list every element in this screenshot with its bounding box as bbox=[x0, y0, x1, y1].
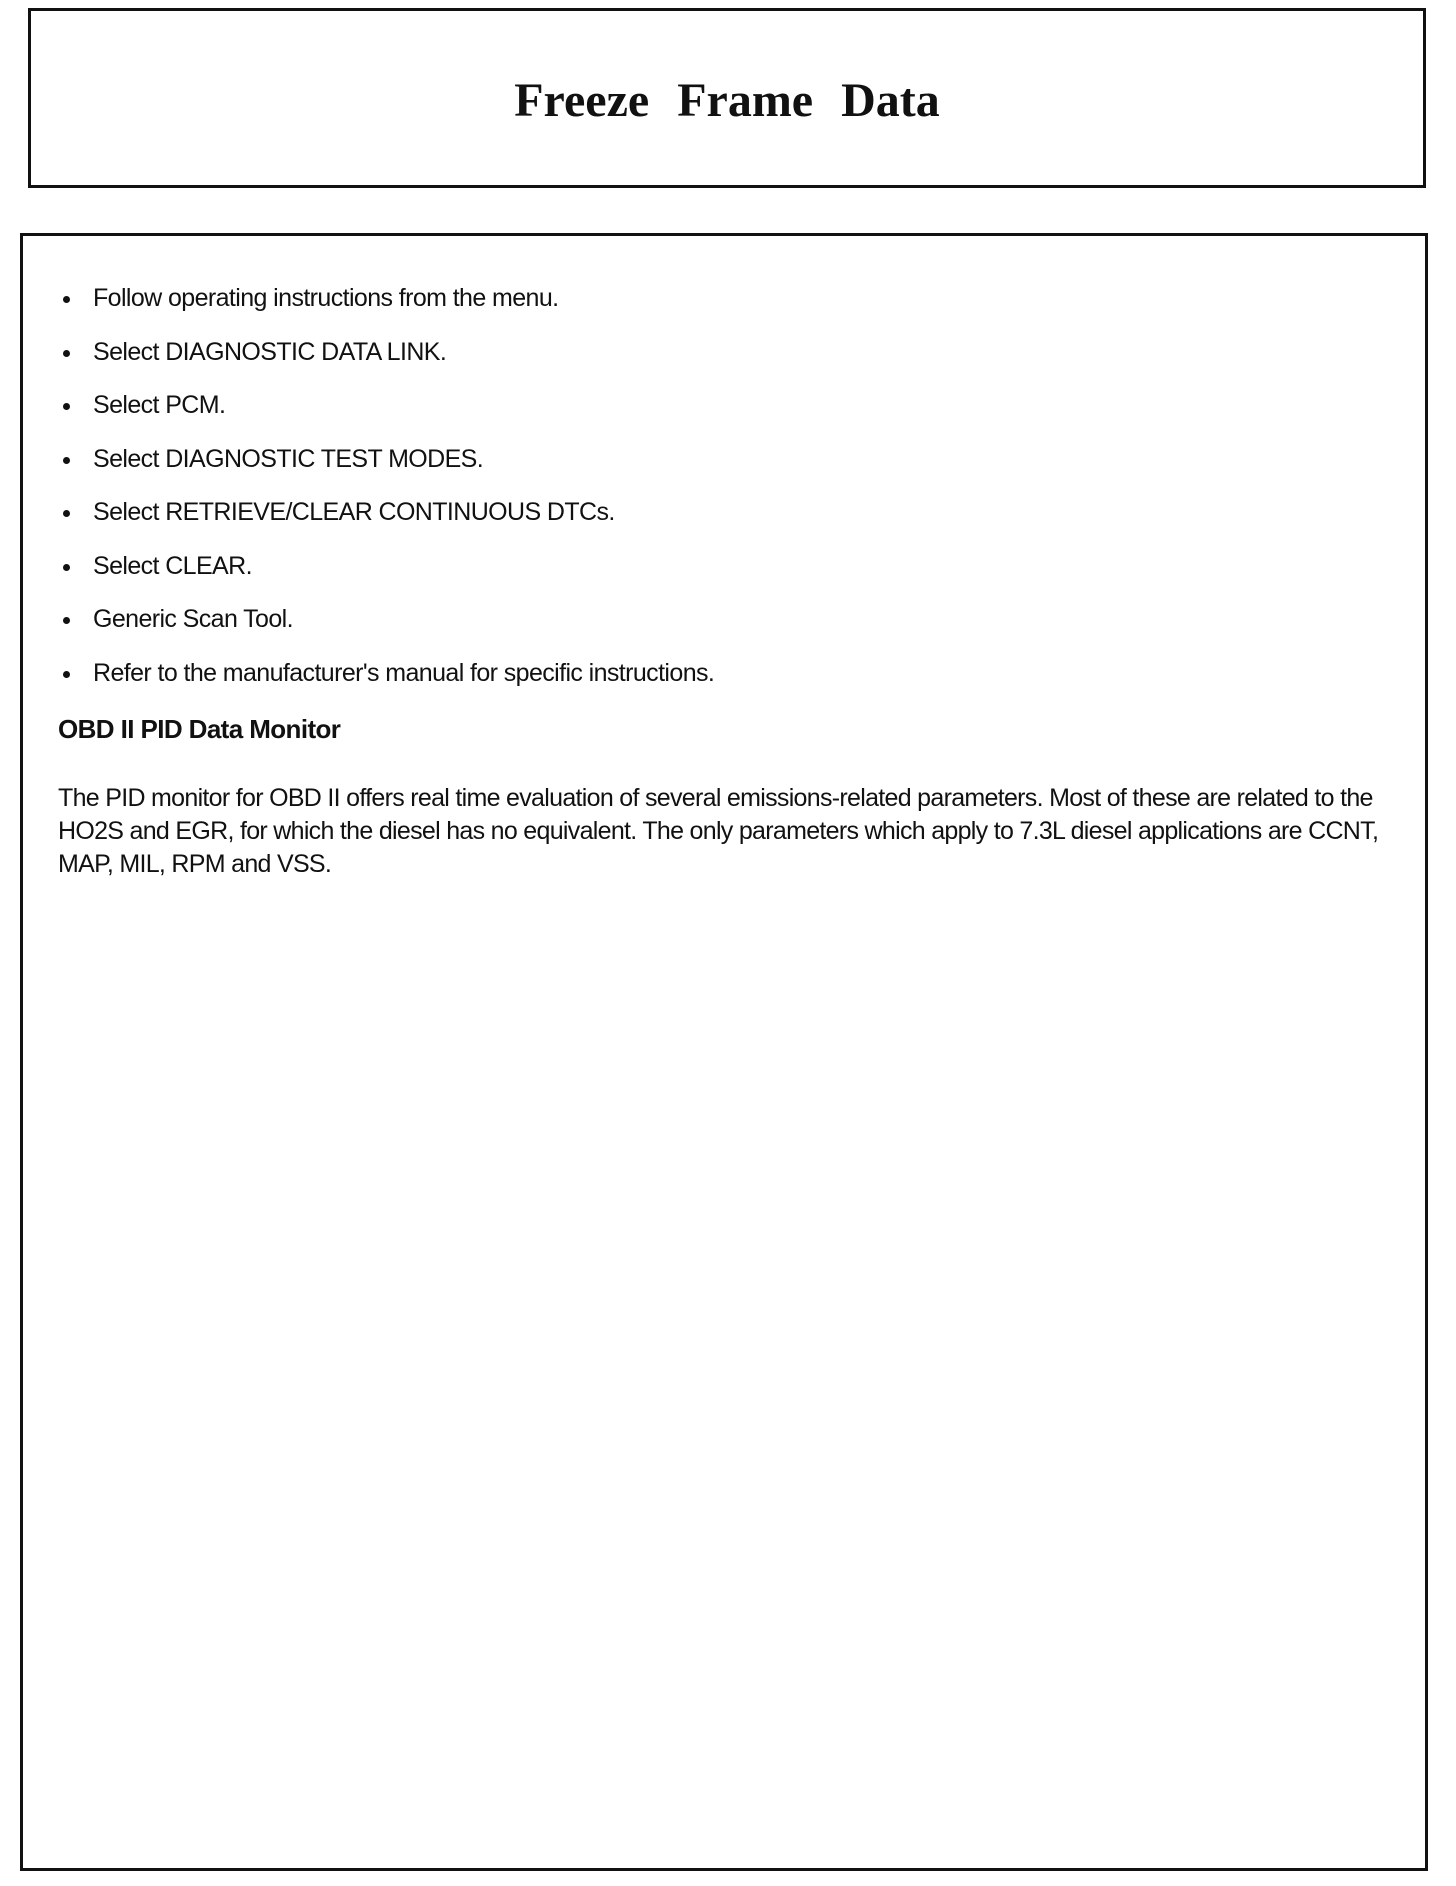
list-item-text: Select RETRIEVE/CLEAR CONTINUOUS DTCs. bbox=[93, 498, 615, 526]
list-item bbox=[61, 486, 714, 540]
list-item-text: Select DIAGNOSTIC DATA LINK. bbox=[93, 337, 447, 366]
list-item bbox=[61, 647, 714, 701]
bullet-icon bbox=[63, 457, 70, 464]
list-item-text: Refer to the manufacturer's manual for specific instructions. bbox=[93, 658, 715, 687]
list-item-text: Select CLEAR. bbox=[93, 551, 252, 580]
bullet-icon bbox=[63, 671, 70, 678]
list-item-text: Select DIAGNOSTIC TEST MODES. bbox=[93, 444, 484, 473]
list-item bbox=[61, 326, 714, 380]
title-box bbox=[28, 8, 1426, 188]
list-item bbox=[61, 433, 714, 487]
bullet-icon bbox=[63, 403, 70, 410]
list-item-text: Follow operating instructions from the menu. bbox=[93, 284, 559, 312]
body-paragraph: The PID monitor for OBD II offers real time evaluation of several emissions-related parameters. Most of these are related to the HO2S and EGR, for which the diesel has no equivalent. The only parameters which apply to 7.3L diesel applications are CCNT, MAP, MIL, RPM and VSS. bbox=[58, 784, 1379, 878]
list-item-text: Select PCM. bbox=[93, 391, 226, 419]
list-item-text: Generic Scan Tool. bbox=[93, 605, 293, 633]
list-item bbox=[61, 272, 714, 326]
bullet-icon bbox=[63, 510, 70, 517]
bullet-icon bbox=[63, 564, 70, 571]
instruction-list bbox=[61, 272, 714, 700]
list-item bbox=[61, 379, 714, 433]
bullet-icon bbox=[63, 350, 70, 357]
content-box bbox=[20, 233, 1428, 1871]
section-heading: OBD II PID Data Monitor bbox=[58, 714, 341, 744]
list-item bbox=[61, 593, 714, 647]
bullet-icon bbox=[63, 296, 70, 303]
page-title: Freeze Frame Data bbox=[514, 74, 940, 127]
bullet-icon bbox=[63, 617, 70, 624]
list-item bbox=[61, 540, 714, 594]
